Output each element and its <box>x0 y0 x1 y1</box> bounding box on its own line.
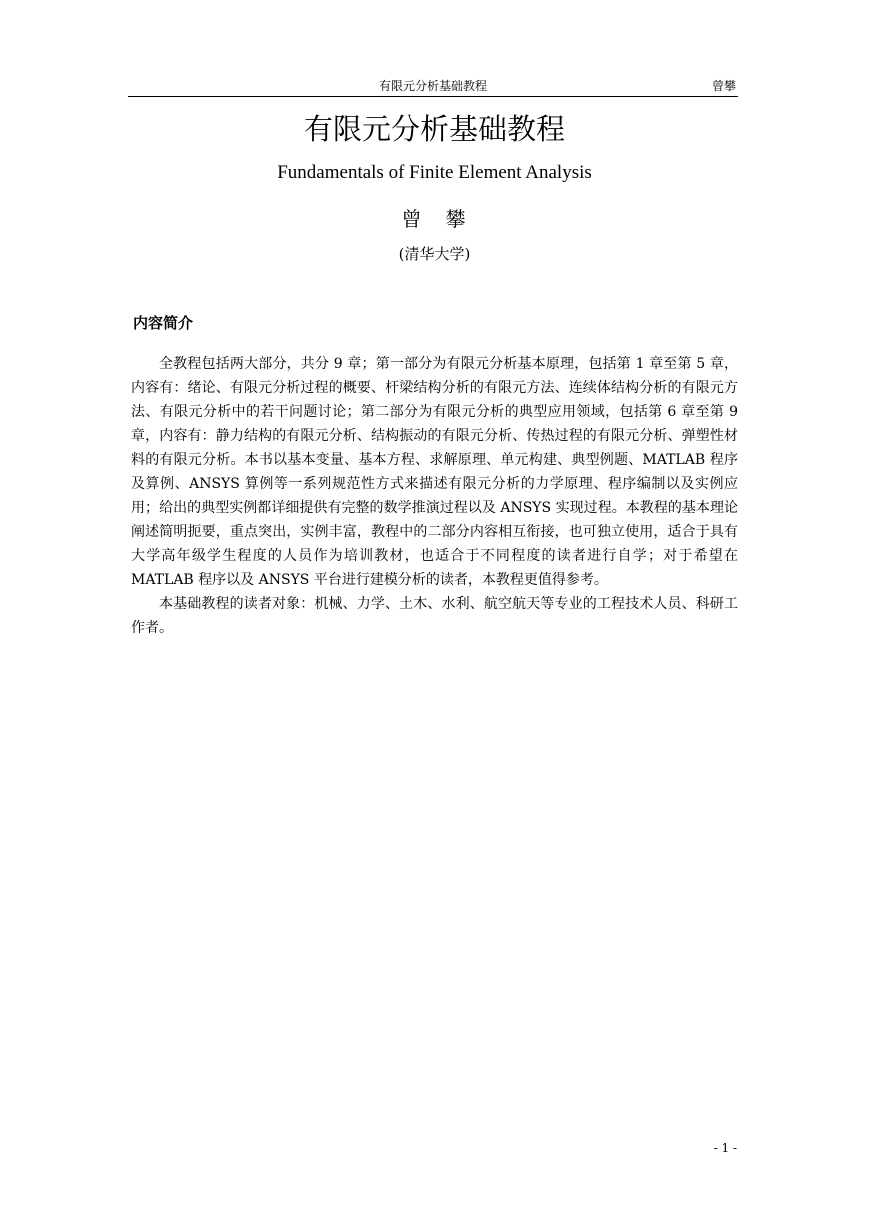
document-title: 有限元分析基础教程 <box>303 112 565 146</box>
abstract-paragraph: 本基础教程的读者对象：机械、力学、土木、水利、航空航天等专业的工程技术人员、科研工作者。 <box>131 596 738 636</box>
document-author: 曾 攀 <box>401 207 468 231</box>
section-heading: 内容简介 <box>133 314 194 332</box>
header-author: 曾攀 <box>711 79 736 93</box>
abstract-paragraph: 全教程包括两大部分，共分 9 章；第一部分为有限元分析基本原理，包括第 1 章至第 5 章，内容有：绪论、有限元分析过程的概要、杆梁结构分析的有限元方法、连续体结构分析的有限元方法、有限元分析中的若干问题讨论；第二部分为有限元分析的典型应用领域，包括第 6 章至第 9 章，内容有：静力结构的有限元分析、结构振动的有限元分析、传热过程的有限元分析、弹塑性材料的有限元分析。本书以基本变量、基本方程、求解原理、单元构建、典型例题、MATLAB 程序及算例、ANSYS 算例等一系列规范性方式来描述有限元分析的力学原理、程序编制以及实例应用；给出的典型实例都详细提供有完整的数学推演过程以及 ANSYS 实现过程。本教程的基本理论阐述简明扼要，重点突出，实例丰富，教程中的二部分内容相互衔接，也可独立使用，适合于具有大学高年级学生程度的人员作为培训教材，也适合于不同程度的读者进行自学；对于希望在 MATLAB 程序以及 ANSYS 平台进行建模分析的读者，本教程更值得参考。 <box>131 356 738 588</box>
abstract-body <box>131 352 738 640</box>
document-subtitle: Fundamentals of Finite Element Analysis <box>277 162 592 183</box>
document-affiliation: (清华大学) <box>398 245 471 263</box>
page-header <box>128 78 738 97</box>
header-title: 有限元分析基础教程 <box>378 79 487 93</box>
page-number: - 1 - <box>713 1141 737 1155</box>
